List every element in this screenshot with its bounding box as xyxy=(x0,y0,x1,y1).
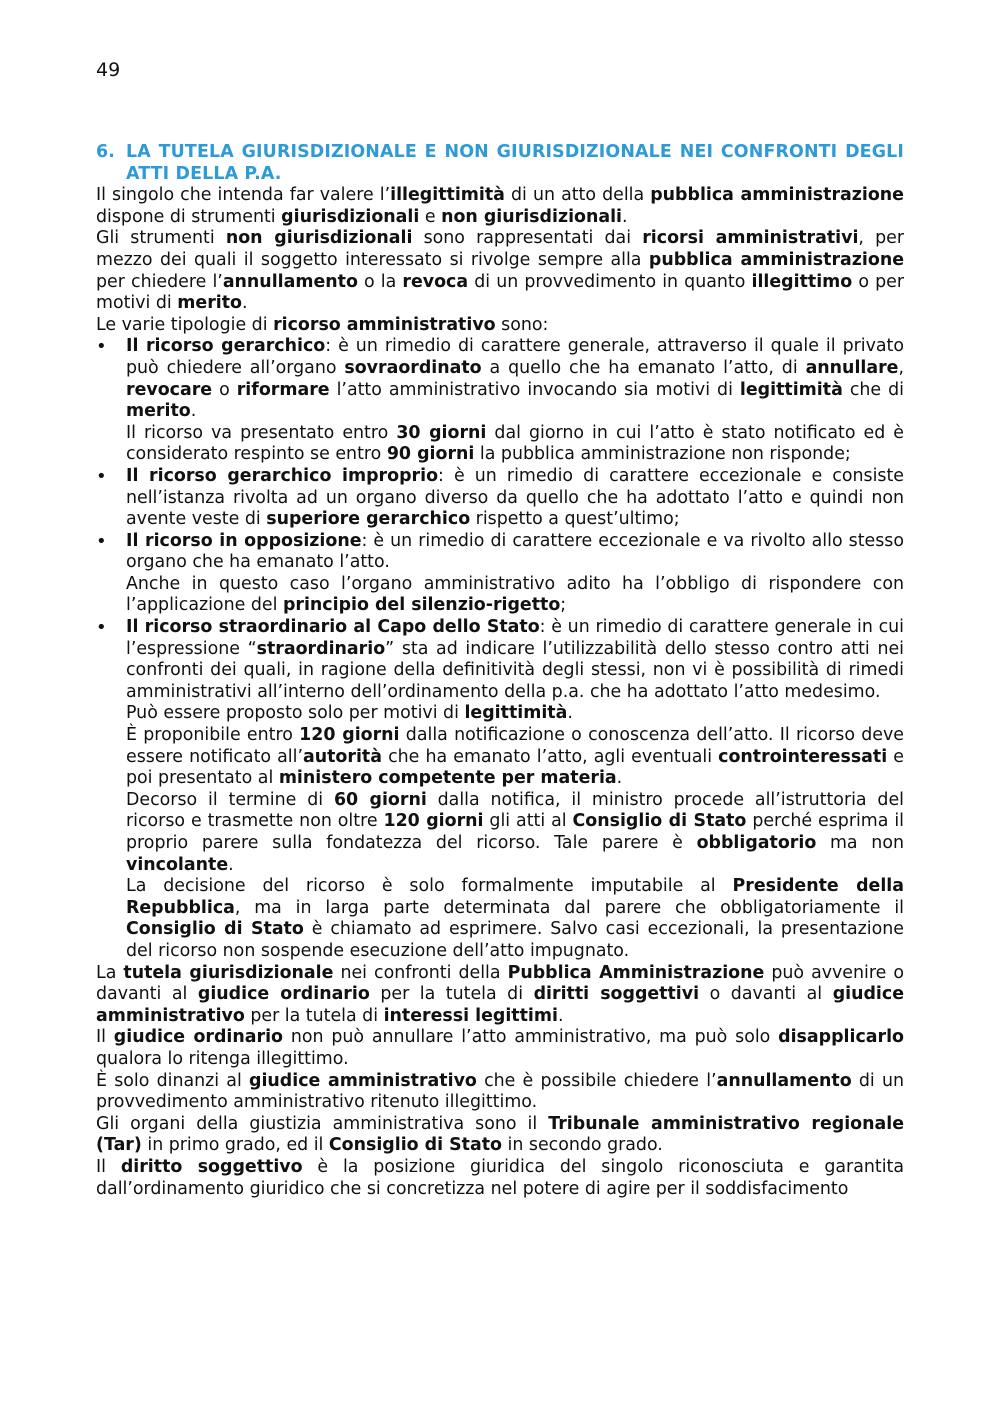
bullet-paragraph xyxy=(126,423,904,466)
text-run: e xyxy=(419,206,442,227)
bold-text: ricorsi amministrativi xyxy=(642,228,859,249)
bold-text: Tribunale amministrativo regionale (Tar) xyxy=(96,1113,904,1156)
text-run: che ha emanato l’atto, agli eventuali xyxy=(381,746,719,767)
text-run: , xyxy=(898,357,904,378)
text-run: ” sta ad indicare l’utilizzabilità dello stesso contro atti nei confronti dei quali, in ragione della definitività degli stessi, non vi è possibilità di rimedi amministrativi all’interno dell’ordinamento della p.a. che ha adottato l’atto medesimo. xyxy=(126,638,904,702)
text-run: . xyxy=(190,401,197,422)
text-run: la pubblica amministrazione non risponde; xyxy=(474,444,851,465)
bold-text: disapplicarlo xyxy=(778,1027,904,1048)
bold-text: 60 giorni xyxy=(333,789,427,810)
paragraph xyxy=(96,315,904,337)
text-run: è la posizione giuridica del singolo riconosciuta e garantita dall’ordinamento giuridico che si concretizza nel potere di agire per il soddisfacimento xyxy=(96,1156,905,1199)
text-run: , per mezzo dei quali il soggetto interessato si rivolge sempre alla xyxy=(96,228,905,270)
bold-text: legittimità xyxy=(739,379,843,400)
text-run: di un provvedimento amministrativo ritenuto illegittimo. xyxy=(96,1070,904,1113)
bold-text: sovraordinato xyxy=(344,357,482,378)
bullet-paragraph xyxy=(126,531,904,574)
paragraph xyxy=(96,1114,904,1157)
bold-text: giurisdizionali xyxy=(281,206,420,227)
text-run: o xyxy=(212,379,237,400)
text-run: rispetto a quest’ultimo; xyxy=(470,509,680,530)
bullet-paragraph xyxy=(126,336,904,422)
text-run: . xyxy=(567,703,573,724)
text-run: dispone di strumenti xyxy=(96,206,282,227)
bold-text: merito xyxy=(126,401,191,422)
text-run: ma non xyxy=(816,833,904,853)
section-heading xyxy=(96,142,904,185)
text-run: : è un rimedio di carattere generale, attraverso il quale il privato può chiedere all’organo xyxy=(126,336,905,378)
paragraph xyxy=(96,1157,904,1200)
closing-paragraphs xyxy=(96,963,904,1201)
paragraph xyxy=(96,228,904,314)
bold-text: 30 giorni xyxy=(396,422,487,443)
page-content xyxy=(96,142,904,1200)
bold-text: 120 giorni xyxy=(383,811,484,832)
text-run: o per motivi di xyxy=(96,271,904,314)
text-run: ; xyxy=(560,595,567,616)
text-run: Decorso il termine di xyxy=(126,789,334,810)
bold-text: principio del silenzio-rigetto xyxy=(282,595,561,616)
bold-text: ricorso amministrativo xyxy=(273,314,496,335)
text-run: perché esprima il proprio parere sulla fondatezza del ricorso. Tale parere è xyxy=(126,811,904,853)
bold-text: pubblica amministrazione xyxy=(650,185,904,206)
text-run: : è un rimedio di carattere eccezionale e va rivolto allo stesso organo che ha emanato l’atto. xyxy=(126,530,904,573)
bold-text: Pubblica Amministrazione xyxy=(507,962,765,983)
bullet-body xyxy=(126,617,904,963)
text-run: a quello che ha emanato l’atto, di xyxy=(481,357,806,378)
text-run: in primo grado, ed il xyxy=(141,1135,329,1156)
bullet-icon xyxy=(96,531,126,617)
bullet-icon xyxy=(96,466,126,531)
bold-text: controinteressati xyxy=(718,746,888,767)
text-run: Il xyxy=(96,1156,121,1177)
bold-text: superiore gerarchico xyxy=(266,509,471,530)
text-run: per chiedere l’ xyxy=(96,271,223,292)
bullet-paragraph xyxy=(126,466,904,531)
bold-text: pubblica amministrazione xyxy=(648,249,904,270)
bold-text: non giurisdizionali xyxy=(225,228,413,249)
bold-text: non giurisdizionali xyxy=(441,206,623,227)
bold-text: annullamento xyxy=(716,1070,852,1091)
bold-text: revocare xyxy=(126,379,213,400)
text-run: per la tutela di xyxy=(369,984,534,1005)
bold-text: giudice ordinario xyxy=(113,1027,283,1048)
bold-text: riformare xyxy=(236,379,330,400)
bold-text: giudice ordinario xyxy=(197,984,370,1005)
bold-text: ministero competente per materia xyxy=(278,768,617,789)
paragraph xyxy=(96,185,904,228)
text-run: può avvenire o davanti al xyxy=(96,962,904,1005)
text-run: qualora lo ritenga illegittimo. xyxy=(96,1048,349,1069)
text-run: dalla notifica, il ministro procede all’istruttoria del ricorso e trasmette non oltre xyxy=(126,789,905,832)
bold-text: vincolante xyxy=(126,854,229,875)
text-run: per la tutela di xyxy=(244,1005,384,1026)
text-run: La xyxy=(96,962,124,983)
text-run: e poi presentato al xyxy=(126,746,904,789)
bold-text: Il ricorso gerarchico xyxy=(126,336,326,357)
bold-text: Il ricorso gerarchico improprio xyxy=(126,465,439,486)
bullet-paragraph xyxy=(126,876,904,962)
section-title: LA TUTELA GIURISDIZIONALE E NON GIURISDIZIONALE NEI CONFRONTI DEGLI ATTI DELLA P.A. xyxy=(126,142,904,184)
bold-text: merito xyxy=(177,293,242,314)
text-run: Il xyxy=(96,1027,114,1048)
bullet-item xyxy=(96,531,904,617)
bold-text: illegittimità xyxy=(390,185,505,206)
bold-text: straordinario xyxy=(256,638,386,659)
text-run: di un provvedimento in quanto xyxy=(468,271,752,292)
bullet-icon xyxy=(96,336,126,466)
bullet-item xyxy=(96,466,904,531)
bullet-icon xyxy=(96,617,126,963)
bullet-item xyxy=(96,617,904,963)
text-run: dal giorno in cui l’atto è stato notificato ed è considerato respinto se entro xyxy=(126,422,904,465)
paragraph xyxy=(96,1027,904,1070)
text-run: Il ricorso va presentato entro xyxy=(126,422,397,443)
text-run: , ma in larga parte determinata dal parere che obbligatoriamente il xyxy=(234,897,904,918)
text-run: Gli organi della giustizia amministrativa sono il xyxy=(96,1113,549,1134)
text-run: Gli strumenti xyxy=(96,228,226,249)
text-run: l’atto amministrativo invocando sia motivi di xyxy=(329,379,740,400)
text-run: non può annullare l’atto amministrativo, ma può solo xyxy=(283,1027,779,1048)
bullet-body xyxy=(126,531,904,617)
paragraph xyxy=(96,1071,904,1114)
text-run: che è possibile chiedere l’ xyxy=(476,1070,717,1091)
bold-text: giudice amministrativo xyxy=(96,984,904,1026)
section-number: 6. xyxy=(96,142,116,162)
text-run: . xyxy=(622,206,628,227)
bold-text: Consiglio di Stato xyxy=(126,919,304,940)
text-run: Può essere proposto solo per motivi di xyxy=(126,703,465,724)
text-run: Il singolo che intenda far valere l’ xyxy=(96,185,391,206)
bullet-body xyxy=(126,336,904,466)
text-run: che di xyxy=(842,379,904,400)
text-run: o davanti al xyxy=(699,984,833,1005)
bullet-paragraph xyxy=(126,574,904,617)
bullet-paragraph xyxy=(126,703,904,725)
bold-text: diritto soggettivo xyxy=(120,1156,303,1177)
bold-text: legittimità xyxy=(464,703,568,724)
bullet-body xyxy=(126,466,904,531)
text-run: è chiamato ad esprimere. Salvo casi eccezionali, la presentazione del ricorso non sospende esecuzione dell’atto impugnato. xyxy=(126,919,905,961)
bold-text: 120 giorni xyxy=(299,725,400,746)
text-run: sono rappresentati dai xyxy=(412,228,643,249)
text-run: nei confronti della xyxy=(333,962,508,983)
bold-text: annullare xyxy=(805,357,899,378)
bold-text: illegittimo xyxy=(751,271,853,292)
text-run: . xyxy=(228,854,234,875)
text-run: : è un rimedio di carattere eccezionale e consiste nell’istanza rivolta ad un organo diverso da quello che ha adottato l’atto e quindi non avente veste di xyxy=(126,465,904,530)
text-run: La decisione del ricorso è solo formalmente imputabile al xyxy=(126,876,733,897)
bullet-item xyxy=(96,336,904,466)
bold-text: Il ricorso in opposizione xyxy=(126,530,362,551)
page-number: 49 xyxy=(96,59,121,81)
bold-text: revoca xyxy=(402,271,469,292)
text-run: sono: xyxy=(495,314,549,335)
text-run: Anche in questo caso l’organo amministrativo adito ha l’obbligo di rispondere con l’applicazione del xyxy=(126,573,904,616)
bold-text: Consiglio di Stato xyxy=(572,811,747,832)
text-run: . xyxy=(557,1005,564,1026)
text-run: . xyxy=(616,768,623,789)
bold-text: 90 giorni xyxy=(386,444,475,465)
text-run: in secondo grado. xyxy=(501,1135,663,1156)
bold-text: Consiglio di Stato xyxy=(328,1135,502,1156)
bold-text: diritti soggettivi xyxy=(533,984,700,1005)
text-run: Le varie tipologie di xyxy=(96,314,274,335)
bold-text: annullamento xyxy=(222,271,358,292)
bold-text: interessi legittimi xyxy=(383,1005,558,1026)
bold-text: Presidente della Repubblica xyxy=(126,876,904,918)
text-run: . xyxy=(242,293,248,314)
paragraph xyxy=(96,963,904,1028)
text-run: di un atto della xyxy=(504,185,651,206)
text-run: o la xyxy=(357,271,403,292)
text-run: È proponibile entro xyxy=(126,725,300,746)
text-run: È solo dinanzi al xyxy=(96,1070,249,1091)
bullet-paragraph xyxy=(126,790,904,876)
bullet-list xyxy=(96,336,904,962)
bullet-paragraph xyxy=(126,617,904,703)
bold-text: Il ricorso straordinario al Capo dello Stato xyxy=(126,617,540,638)
bold-text: autorità xyxy=(303,746,382,767)
bold-text: obbligatorio xyxy=(696,833,817,853)
text-run: : è un rimedio di carattere generale in cui l’espressione “ xyxy=(126,617,904,659)
text-run: dalla notificazione o conoscenza dell’atto. Il ricorso deve essere notificato all’ xyxy=(126,725,904,767)
bold-text: tutela giurisdizionale xyxy=(123,962,334,983)
bold-text: giudice amministrativo xyxy=(249,1070,477,1091)
text-run: gli atti al xyxy=(483,811,573,832)
bullet-paragraph xyxy=(126,725,904,790)
